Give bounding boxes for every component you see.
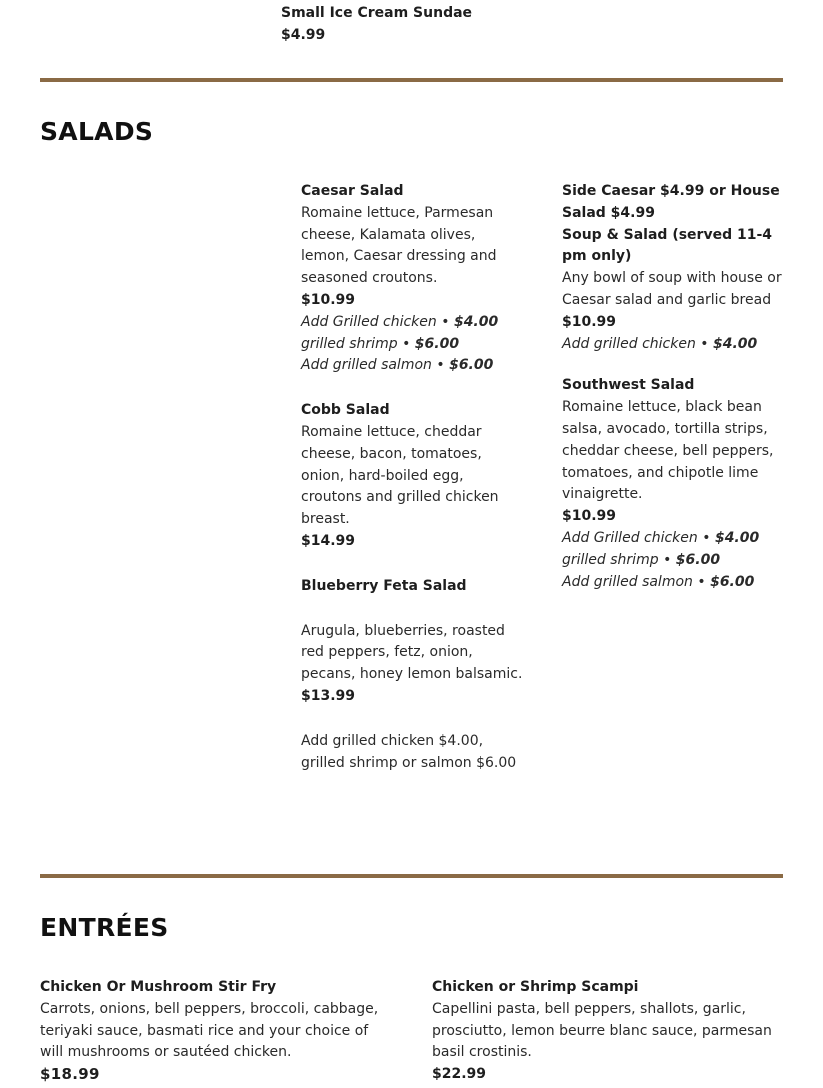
southwest-salad-desc: Romaine lettuce, black bean salsa, avocado, tortilla strips, cheddar cheese, bell peppers, tomatoes, and chipotle lime vinaigrette. bbox=[562, 399, 774, 503]
addon-line: Add grilled salmon • $6.00 bbox=[301, 357, 494, 374]
scampi-desc: Capellini pasta, bell peppers, shallots, garlic, prosciutto, lemon beurre blanc sauce, parmesan basil crostinis. bbox=[432, 1000, 772, 1061]
soup-salad-desc: Any bowl of soup with house or Caesar salad and garlic bread bbox=[562, 270, 782, 308]
salads-column-2 bbox=[562, 181, 787, 593]
entree-stir-fry bbox=[40, 977, 395, 1086]
item-price: $4.99 bbox=[281, 26, 326, 43]
section-divider bbox=[40, 874, 783, 878]
entree-scampi bbox=[432, 977, 777, 1086]
blueberry-addon-note: Add grilled chicken $4.00, grilled shrimp or salmon $6.00 bbox=[301, 732, 517, 771]
cobb-salad-desc: Romaine lettuce, cheddar cheese, bacon, tomatoes, onion, hard-boiled egg, croutons and grilled chicken breast. bbox=[301, 423, 499, 528]
section-title-salads: SALADS bbox=[40, 117, 154, 146]
soup-salad-title: Soup & Salad (served 11-4 pm only) bbox=[562, 226, 772, 265]
stir-fry-desc: Carrots, onions, bell peppers, broccoli, cabbage, teriyaki sauce, basmati rice and your choice of will mushrooms or sautéed chicken. bbox=[40, 1000, 379, 1061]
blueberry-feta-salad-title: Blueberry Feta Salad bbox=[301, 577, 467, 594]
addon-line: Add grilled salmon • $6.00 bbox=[562, 573, 755, 590]
side-salad-title: Side Caesar $4.99 or House Salad $4.99 bbox=[562, 183, 780, 221]
cobb-salad-price: $14.99 bbox=[301, 532, 356, 549]
blueberry-feta-salad-price: $13.99 bbox=[301, 687, 356, 704]
item-title: Small Ice Cream Sundae bbox=[281, 5, 473, 21]
sundae-item bbox=[281, 3, 581, 47]
scampi-price: $22.99 bbox=[432, 1066, 487, 1083]
soup-salad-price: $10.99 bbox=[562, 313, 617, 330]
cobb-salad-title: Cobb Salad bbox=[301, 402, 390, 419]
addon-line: grilled shrimp • $6.00 bbox=[301, 335, 460, 352]
stir-fry-price: $18.99 bbox=[40, 1065, 100, 1084]
addon-line: grilled shrimp • $6.00 bbox=[562, 551, 721, 568]
blueberry-feta-salad-desc: Arugula, blueberries, roasted red peppers, fetz, onion, pecans, honey lemon balsamic. bbox=[301, 622, 523, 683]
stir-fry-title: Chicken Or Mushroom Stir Fry bbox=[40, 979, 277, 995]
caesar-salad-price: $10.99 bbox=[301, 291, 356, 308]
addon-line: Add Grilled chicken • $4.00 bbox=[562, 529, 760, 546]
caesar-salad-desc: Romaine lettuce, Parmesan cheese, Kalamata olives, lemon, Caesar dressing and seasoned croutons. bbox=[301, 204, 497, 287]
southwest-salad-price: $10.99 bbox=[562, 508, 617, 525]
addon-line: Add Grilled chicken • $4.00 bbox=[301, 313, 499, 330]
southwest-salad-title: Southwest Salad bbox=[562, 377, 695, 394]
salads-column-1 bbox=[301, 181, 526, 774]
section-title-entrees: ENTRÉES bbox=[40, 913, 169, 942]
addon-line: Add grilled chicken • $4.00 bbox=[562, 335, 758, 352]
section-divider bbox=[40, 78, 783, 82]
caesar-salad-title: Caesar Salad bbox=[301, 183, 404, 199]
scampi-title: Chicken or Shrimp Scampi bbox=[432, 979, 639, 995]
